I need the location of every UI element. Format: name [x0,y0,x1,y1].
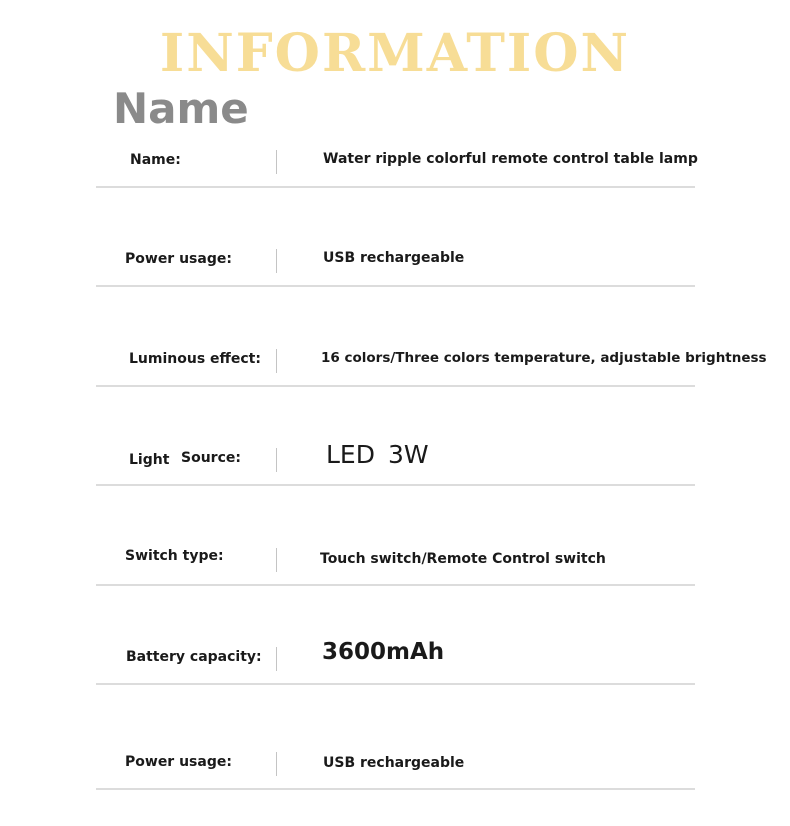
spec-label: Power usage: [125,754,232,770]
spec-label-part: Light [129,452,170,468]
spec-value: USB rechargeable [323,250,465,266]
spec-label: Name: [130,152,181,168]
spec-value-part: LED [326,440,375,469]
spec-value: Water ripple colorful remote control table lamp [323,151,698,167]
spec-label: Switch type: [125,548,224,564]
row-rule [96,788,695,790]
spec-value: 3600mAh [322,639,445,665]
section-heading: Name [113,84,249,133]
spec-row-power-usage [96,247,695,287]
spec-value: 16 colors/Three colors temperature, adjustable brightness [321,350,767,366]
divider [276,548,277,572]
spec-value: Touch switch/Remote Control switch [320,551,606,567]
divider [276,249,277,273]
spec-row-name [96,148,698,188]
row-rule [96,385,695,387]
divider [276,150,277,174]
spec-value-part: 3W [388,440,429,469]
spec-value: USB rechargeable [323,755,465,771]
row-rule [96,584,695,586]
page-title: INFORMATION [159,23,631,84]
divider [276,647,277,671]
row-rule [96,683,695,685]
spec-row-battery-capacity [96,639,695,685]
spec-row-switch-type [96,546,695,586]
divider [276,752,277,776]
divider [276,349,277,373]
spec-row-light-source [96,440,695,486]
spec-label: Power usage: [125,251,232,267]
spec-label: Luminous effect: [129,351,261,367]
spec-label: Battery capacity: [126,649,262,665]
spec-label-part: Source: [181,450,241,466]
spec-row-luminous-effect [96,347,767,387]
spec-row-power-usage-2 [96,750,695,790]
row-rule [96,285,695,287]
row-rule [96,186,695,188]
divider [276,448,277,472]
row-rule [96,484,695,486]
